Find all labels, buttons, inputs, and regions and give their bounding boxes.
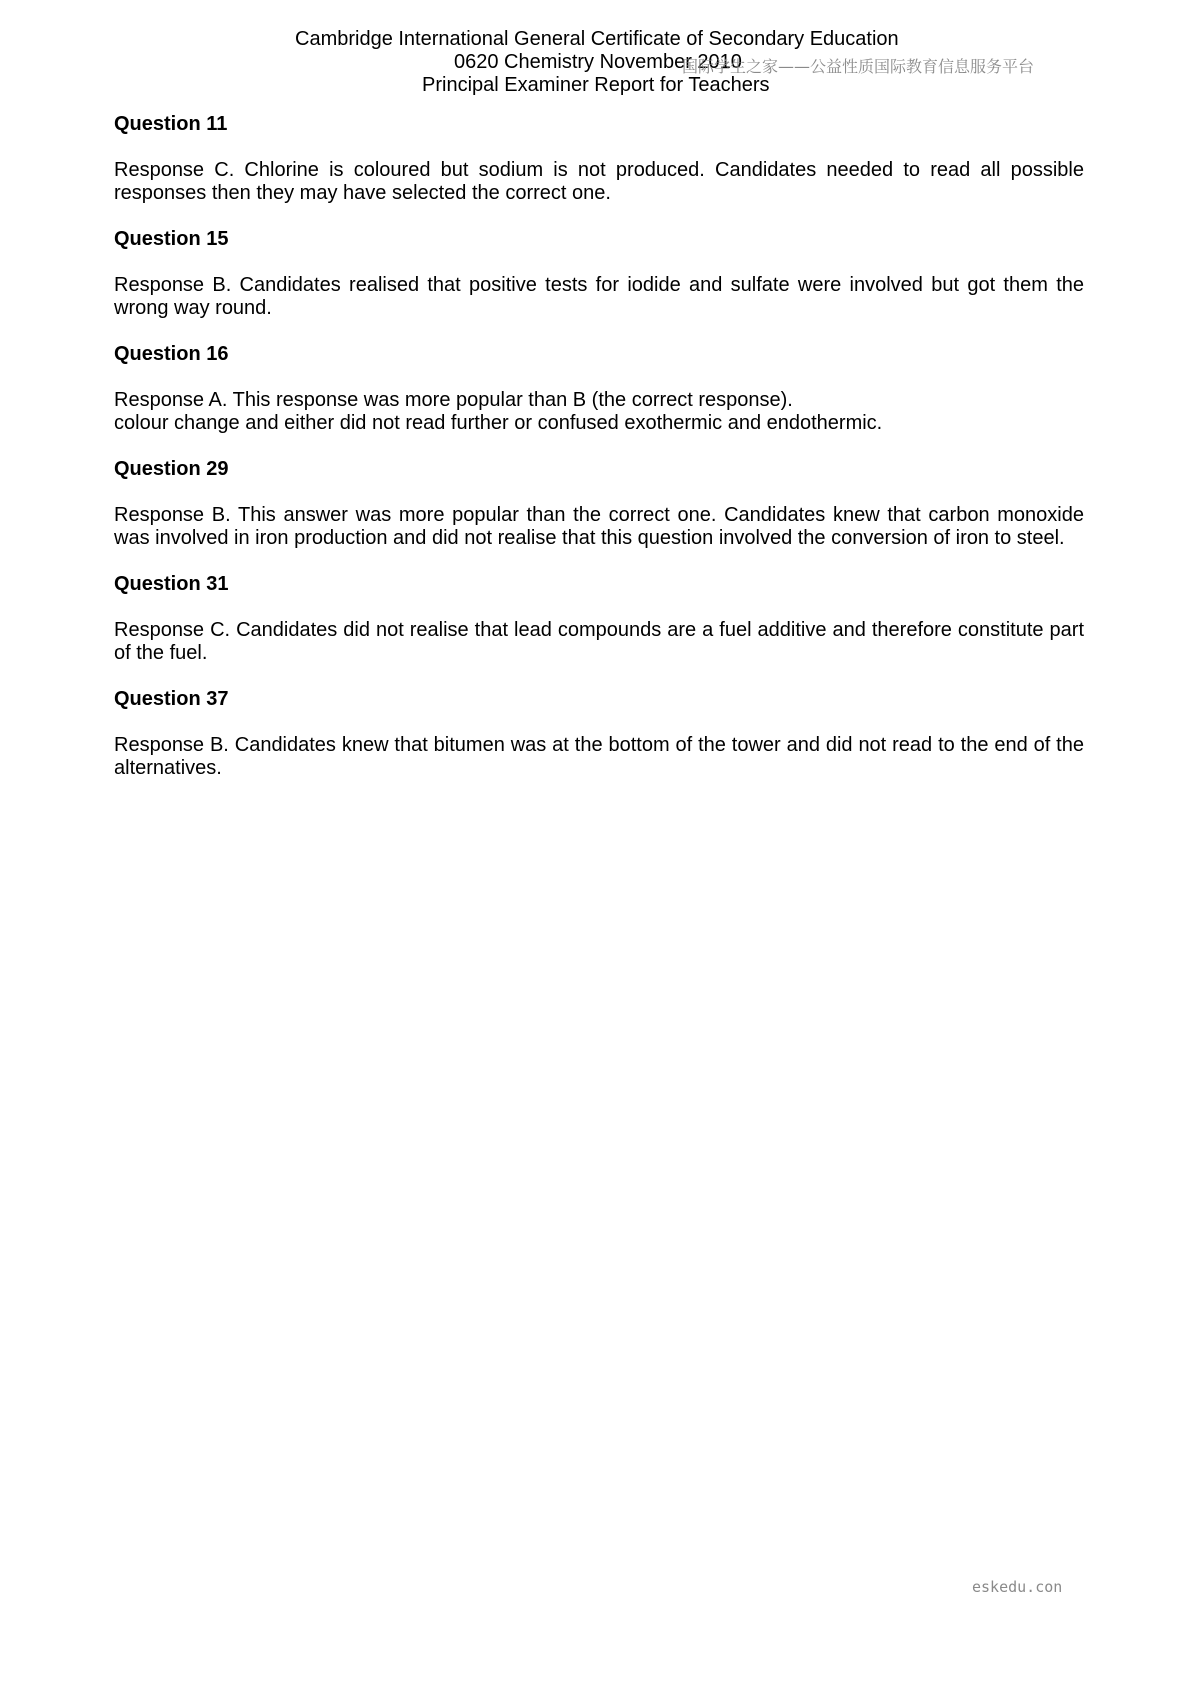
response-text: Response A. This response was more popular than B (the correct response). — [114, 389, 793, 411]
header-title: Cambridge International General Certificate of Secondary Education — [295, 28, 899, 50]
header-subject: 0620 Chemistry November 2010 — [454, 51, 742, 73]
question-block — [114, 458, 1084, 550]
question-response — [114, 734, 1084, 780]
question-heading: Question 29 — [114, 458, 229, 480]
question-response — [114, 619, 1084, 665]
question-block — [114, 688, 1084, 780]
question-response — [114, 274, 1084, 320]
report-content — [114, 113, 1084, 803]
response-text: colour change and either did not read further or confused exothermic and endothermic. — [114, 412, 883, 434]
question-block — [114, 228, 1084, 320]
question-heading: Question 37 — [114, 688, 229, 710]
response-text: Response C. Chlorine is coloured but sodium is not produced. Candidates needed to read all possible responses then they may have selected the correct one. — [114, 159, 1084, 204]
question-response — [114, 504, 1084, 550]
response-text: Response B. This answer was more popular than the correct one. Candidates knew that carbon monoxide was involved in iron production and did not realise that this question involved the conversion of iron to steel. — [114, 504, 1084, 549]
question-block — [114, 573, 1084, 665]
question-response — [114, 389, 1084, 435]
watermark-top: 国际学生之家——公益性质国际教育信息服务平台 — [682, 57, 1035, 76]
response-text: Response B. Candidates realised that positive tests for iodide and sulfate were involved but got them the wrong way round. — [114, 274, 1084, 319]
header-report-type: Principal Examiner Report for Teachers — [422, 74, 770, 96]
question-heading: Question 15 — [114, 228, 229, 250]
question-heading: Question 16 — [114, 343, 229, 365]
question-heading: Question 11 — [114, 113, 228, 135]
question-heading: Question 31 — [114, 573, 229, 595]
watermark-bottom: eskedu.con — [972, 1578, 1063, 1596]
response-text: Response C. Candidates did not realise that lead compounds are a fuel additive and therefore constitute part of the fuel. — [114, 619, 1084, 664]
response-text: Response B. Candidates knew that bitumen was at the bottom of the tower and did not read to the end of the alternatives. — [114, 734, 1084, 779]
question-block — [114, 113, 1084, 205]
question-response — [114, 159, 1084, 205]
question-block — [114, 343, 1084, 435]
